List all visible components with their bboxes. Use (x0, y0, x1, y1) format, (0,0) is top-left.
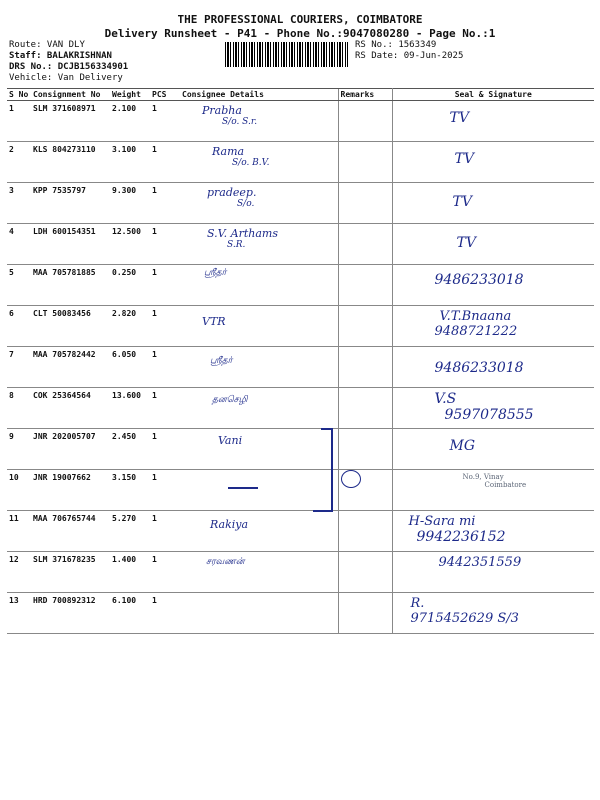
signature-handwriting: TV (449, 110, 469, 126)
signature-handwriting-line2: 9488721222 (434, 324, 518, 339)
table-row (7, 511, 594, 552)
ink-bracket-line (313, 510, 333, 512)
cell-sno: 10 (7, 470, 31, 511)
signature-handwriting: TV (452, 194, 472, 210)
cell-consignee (180, 265, 338, 306)
cell-pcs: 1 (150, 101, 180, 142)
cell-consignment: KPP 7535797 (31, 183, 110, 224)
cell-remarks (338, 101, 392, 142)
ink-bracket-line (321, 428, 333, 430)
cell-signature (392, 511, 594, 552)
consignee-handwriting-line2: S/o. (237, 199, 255, 209)
ink-circle-mark (341, 470, 361, 488)
table-header-row (7, 89, 594, 101)
signature-handwriting: R. (410, 596, 425, 611)
cell-sno: 8 (7, 388, 31, 429)
signature-handwriting-line2: 9442351559 (438, 555, 522, 570)
signature-handwriting: 9486233018 (434, 272, 524, 288)
col-header: Remarks (338, 89, 392, 101)
staff-label: Staff: BALAKRISHNAN (9, 51, 112, 61)
consignee-handwriting: Prabha (202, 104, 242, 117)
vehicle-label: Vehicle: Van Delivery (9, 73, 123, 83)
cell-consignment: CLT 50083456 (31, 306, 110, 347)
table-row (7, 224, 594, 265)
table-row (7, 306, 594, 347)
consignee-handwriting-line2: S/o. B.V. (232, 158, 270, 168)
consignee-handwriting: S.V. Arthams (207, 227, 278, 240)
stamp-text: No.9, Vinay (462, 473, 504, 481)
cell-remarks (338, 347, 392, 388)
cell-consignment: KLS 804273110 (31, 142, 110, 183)
cell-remarks (338, 388, 392, 429)
cell-pcs: 1 (150, 224, 180, 265)
cell-pcs: 1 (150, 347, 180, 388)
cell-remarks (338, 183, 392, 224)
runsheet-table (7, 88, 594, 634)
cell-weight: 2.100 (110, 101, 150, 142)
cell-consignee (180, 101, 338, 142)
table-row (7, 265, 594, 306)
cell-signature (392, 224, 594, 265)
stamp-text-line2: Coimbatore (484, 481, 527, 489)
col-header: Consignee Details (180, 89, 338, 101)
cell-remarks (338, 429, 392, 470)
col-header: Weight (110, 89, 150, 101)
cell-remarks (338, 552, 392, 593)
signature-handwriting: TV (456, 235, 476, 251)
consignee-handwriting (182, 596, 336, 602)
rs-number: RS No.: 1563349 (355, 40, 437, 50)
cell-weight: 1.400 (110, 552, 150, 593)
cell-pcs: 1 (150, 593, 180, 634)
cell-remarks (338, 224, 392, 265)
cell-weight: 12.500 (110, 224, 150, 265)
cell-signature (392, 101, 594, 142)
cell-weight: 0.250 (110, 265, 150, 306)
cell-pcs: 1 (150, 183, 180, 224)
runsheet-meta-right (355, 40, 463, 62)
cell-consignment: MAA 705781885 (31, 265, 110, 306)
runsheet-subtitle: Delivery Runsheet - P41 - Phone No.:9047080280 - Page No.:1 (104, 27, 496, 40)
cell-consignee (180, 306, 338, 347)
cell-weight: 3.100 (110, 142, 150, 183)
cell-signature (392, 306, 594, 347)
table-row (7, 101, 594, 142)
cell-pcs: 1 (150, 388, 180, 429)
col-header: PCS (150, 89, 180, 101)
table-row (7, 552, 594, 593)
cell-consignee (180, 470, 338, 511)
rs-date: RS Date: 09-Jun-2025 (355, 51, 464, 61)
ink-bracket-line (331, 428, 333, 512)
cell-weight: 2.820 (110, 306, 150, 347)
consignee-handwriting: ஸ்ரீதர் (204, 268, 227, 278)
consignee-handwriting: pradeep. (207, 186, 257, 199)
cell-signature (392, 552, 594, 593)
consignee-handwriting: Rakiya (210, 518, 249, 531)
signature-handwriting-line2: 9942236152 (416, 529, 506, 545)
cell-sno: 12 (7, 552, 31, 593)
cell-consignee (180, 183, 338, 224)
table-row (7, 470, 594, 511)
col-header: S No (7, 89, 31, 101)
cell-consignment: MAA 705782442 (31, 347, 110, 388)
cell-consignment: SLM 371608971 (31, 101, 110, 142)
signature-handwriting: MG (449, 438, 476, 454)
cell-consignment: JNR 19007662 (31, 470, 110, 511)
consignee-handwriting: சரவணன் (206, 557, 245, 567)
cell-weight: 5.270 (110, 511, 150, 552)
table-row (7, 429, 594, 470)
cell-pcs: 1 (150, 511, 180, 552)
signature-handwriting-line2: 9715452629 S/3 (410, 611, 519, 626)
consignee-handwriting: Rama (212, 145, 245, 158)
runsheet-title: THE PROFESSIONAL COURIERS, COIMBATORE (177, 13, 423, 26)
cell-weight: 3.150 (110, 470, 150, 511)
signature-handwriting: V.S (434, 391, 457, 407)
cell-weight: 6.050 (110, 347, 150, 388)
cell-signature (392, 429, 594, 470)
cell-remarks (338, 306, 392, 347)
signature-handwriting: 9486233018 (434, 360, 524, 376)
cell-consignment: LDH 600154351 (31, 224, 110, 265)
consignee-handwriting-line2: S/o. S.r. (222, 117, 258, 127)
cell-signature (392, 347, 594, 388)
ink-dash-mark (228, 487, 258, 489)
cell-signature (392, 265, 594, 306)
cell-weight: 13.600 (110, 388, 150, 429)
barcode-image (225, 42, 348, 67)
cell-signature (392, 142, 594, 183)
cell-sno: 7 (7, 347, 31, 388)
col-header: Consignment No (31, 89, 110, 101)
cell-sno: 1 (7, 101, 31, 142)
signature-handwriting: V.T.Bnaana (439, 309, 512, 324)
cell-consignee (180, 347, 338, 388)
cell-consignee (180, 429, 338, 470)
table-row (7, 142, 594, 183)
cell-sno: 6 (7, 306, 31, 347)
cell-signature (392, 183, 594, 224)
signature-handwriting: H-Sara mi (408, 514, 476, 529)
cell-remarks (338, 265, 392, 306)
runsheet-meta-left (9, 40, 128, 84)
cell-signature (392, 388, 594, 429)
cell-sno: 2 (7, 142, 31, 183)
cell-sno: 11 (7, 511, 31, 552)
cell-consignment: HRD 700892312 (31, 593, 110, 634)
cell-remarks (338, 511, 392, 552)
cell-pcs: 1 (150, 306, 180, 347)
cell-consignment: COK 25364564 (31, 388, 110, 429)
cell-signature (392, 593, 594, 634)
consignee-handwriting: தனசெழி (212, 395, 248, 405)
cell-consignee (180, 552, 338, 593)
table-row (7, 593, 594, 634)
cell-consignee (180, 142, 338, 183)
cell-consignee (180, 224, 338, 265)
col-header: Seal & Signature (392, 89, 594, 101)
route-label: Route: VAN DLY (9, 40, 85, 50)
cell-sno: 5 (7, 265, 31, 306)
cell-consignee (180, 511, 338, 552)
cell-pcs: 1 (150, 552, 180, 593)
table-row (7, 388, 594, 429)
cell-signature (392, 470, 594, 511)
cell-sno: 4 (7, 224, 31, 265)
consignee-handwriting (182, 473, 336, 483)
cell-sno: 9 (7, 429, 31, 470)
cell-sno: 13 (7, 593, 31, 634)
cell-weight: 9.300 (110, 183, 150, 224)
cell-pcs: 1 (150, 142, 180, 183)
cell-consignment: JNR 202005707 (31, 429, 110, 470)
consignee-handwriting: ஸ்ரீதர் (210, 356, 233, 366)
table-row (7, 347, 594, 388)
drs-number: DRS No.: DCJB156334901 (9, 62, 129, 72)
cell-weight: 6.100 (110, 593, 150, 634)
consignee-handwriting: VTR (202, 315, 226, 328)
cell-consignee (180, 593, 338, 634)
cell-remarks (338, 142, 392, 183)
signature-handwriting-line2: 9597078555 (444, 407, 534, 423)
consignee-handwriting-line2: S.R. (227, 240, 246, 250)
cell-consignment: MAA 706765744 (31, 511, 110, 552)
cell-consignee (180, 388, 338, 429)
cell-pcs: 1 (150, 470, 180, 511)
cell-pcs: 1 (150, 265, 180, 306)
consignee-handwriting: Vani (218, 434, 243, 447)
cell-remarks (338, 593, 392, 634)
table-row (7, 183, 594, 224)
cell-consignment: SLM 371678235 (31, 552, 110, 593)
cell-pcs: 1 (150, 429, 180, 470)
cell-weight: 2.450 (110, 429, 150, 470)
cell-sno: 3 (7, 183, 31, 224)
signature-handwriting: TV (454, 151, 474, 167)
